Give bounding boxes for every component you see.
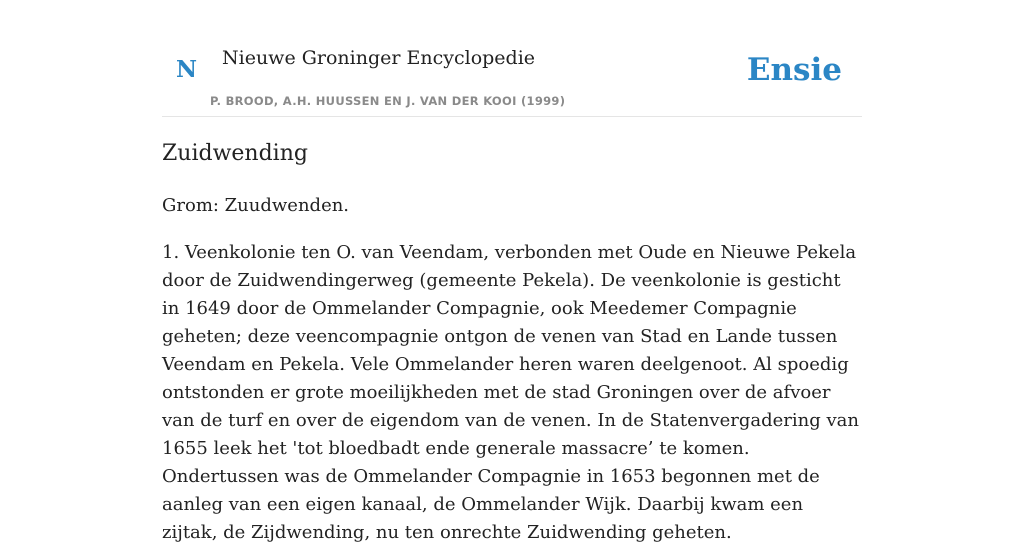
entry-title: Zuidwending xyxy=(162,141,308,166)
entry-body: 1. Veenkolonie ten O. van Veendam, verbonden met Oude en Nieuwe Pekela door de Zuidwendingerweg (gemeente Pekela). De veenkolonie is gesticht in 1649 door de Ommelander Compagnie, ook Meedemer Compagnie geheten; deze veencompagnie ontgon de venen van Stad en Lande tussen Veendam en Pekela. Vele Ommelander heren waren deelgenoot. Al spoedig ontstonden er grote moeilijkheden met de stad Groningen over de afvoer van de turf en over de eigendom van de venen. In de Statenvergadering van 1655 leek het 'tot bloedbadt ende generale massacre’ te komen. Ondertussen was de Ommelander Compagnie in 1653 begonnen met de aanleg van een eigen kanaal, de Ommelander Wijk. Daarbij kwam een zijtak, de Zijdwending, nu ten onrechte Zuidwending geheten. xyxy=(162,242,859,543)
site-header xyxy=(162,0,862,117)
ensie-logo[interactable]: Ensie xyxy=(746,52,842,88)
book-authors: P. BROOD, A.H. HUUSSEN EN J. VAN DER KOOI (1999) xyxy=(210,94,566,108)
book-logo-n[interactable]: N xyxy=(176,56,198,83)
entry-content xyxy=(162,138,862,547)
book-title-link[interactable]: Nieuwe Groninger Encyclopedie xyxy=(222,47,536,69)
entry-grom: Grom: Zuudwenden. xyxy=(162,195,350,216)
